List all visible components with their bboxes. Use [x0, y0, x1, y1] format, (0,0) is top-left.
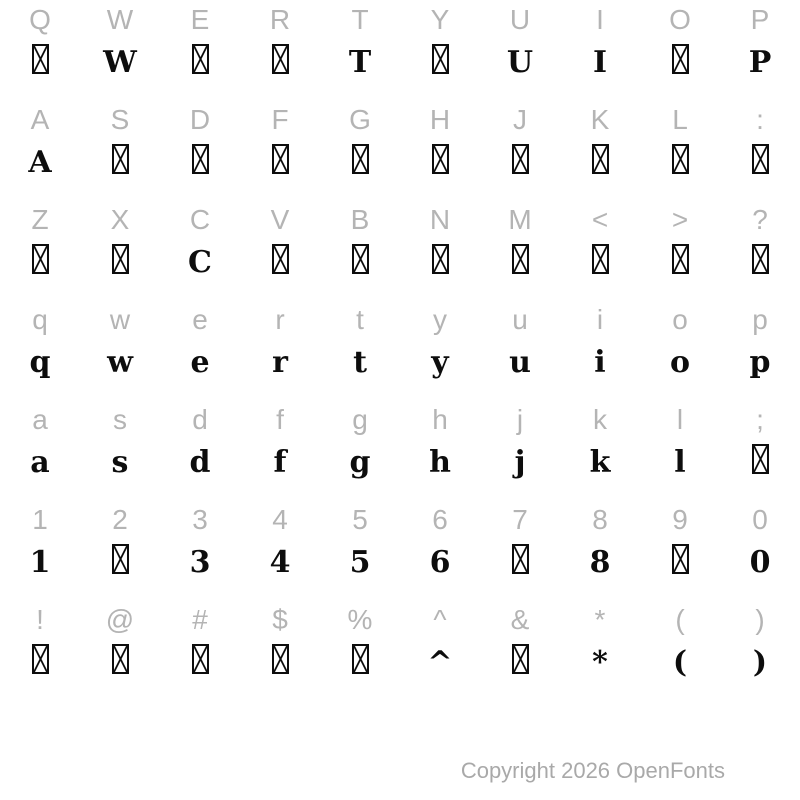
key-label: < [591, 204, 609, 235]
key-label: k [593, 404, 607, 435]
missing-glyph-box-icon [32, 44, 49, 74]
key-label: r [275, 304, 285, 335]
missing-glyph-box-icon [752, 244, 769, 274]
missing-glyph-box-icon [592, 144, 609, 174]
missing-glyph-box-icon [352, 244, 369, 274]
key-label: w [109, 304, 131, 335]
key-label: Y [430, 4, 450, 35]
missing-glyph-box-icon [752, 444, 769, 474]
character-row-pair [0, 400, 800, 500]
key-label: N [429, 204, 451, 235]
glyph-cell: W [103, 45, 137, 80]
missing-glyph-box-icon [592, 244, 609, 274]
reference-key-row [0, 500, 800, 540]
key-label: s [113, 404, 127, 435]
key-label: M [508, 204, 532, 235]
copyright-text: Copyright 2026 OpenFonts [460, 758, 725, 783]
key-label: t [356, 304, 364, 335]
missing-glyph-box-icon [192, 44, 209, 74]
glyph-cell-missing [640, 40, 720, 86]
key-label: $ [272, 604, 288, 635]
glyph-cell: C [188, 245, 212, 280]
key-label: j [516, 404, 524, 435]
glyph-cell-missing [640, 540, 720, 586]
key-label: Q [29, 4, 51, 35]
glyph-cell: 1 [29, 545, 51, 580]
missing-glyph-box-icon [272, 644, 289, 674]
key-label: 3 [192, 504, 208, 535]
key-label: P [750, 4, 770, 35]
glyph-cell: k [589, 445, 611, 480]
missing-glyph-box-icon [512, 644, 529, 674]
key-label: 4 [272, 504, 288, 535]
missing-glyph-box-icon [112, 644, 129, 674]
glyph-cell: g [349, 445, 371, 480]
missing-glyph-box-icon [272, 244, 289, 274]
glyph-cell-missing [160, 140, 240, 186]
key-label: u [512, 304, 528, 335]
glyph-cell-missing [480, 640, 560, 686]
missing-glyph-box-icon [112, 544, 129, 574]
key-label: J [513, 104, 527, 135]
font-glyph-row [0, 540, 800, 586]
glyph-cell-missing [240, 140, 320, 186]
reference-key-row [0, 300, 800, 340]
missing-glyph-box-icon [192, 644, 209, 674]
glyph-cell: 8 [589, 545, 611, 580]
missing-glyph-box-icon [432, 244, 449, 274]
key-label: S [110, 104, 130, 135]
key-label: & [510, 604, 530, 635]
glyph-cell-missing [240, 40, 320, 86]
character-row-pair [0, 200, 800, 300]
key-label: C [189, 204, 211, 235]
font-glyph-row [0, 640, 800, 686]
missing-glyph-box-icon [672, 144, 689, 174]
key-label: A [30, 104, 50, 135]
glyph-cell-missing [480, 540, 560, 586]
glyph-cell-missing [720, 440, 800, 486]
font-glyph-row [0, 40, 800, 86]
key-label: a [32, 404, 48, 435]
reference-key-row [0, 600, 800, 640]
glyph-cell-missing [560, 240, 640, 286]
key-label: W [106, 4, 134, 35]
missing-glyph-box-icon [192, 144, 209, 174]
glyph-cell-missing [480, 240, 560, 286]
key-label: H [429, 104, 451, 135]
key-label: E [190, 4, 210, 35]
glyph-cell-missing [320, 140, 400, 186]
key-label: 7 [512, 504, 528, 535]
glyph-cell-missing [720, 140, 800, 186]
missing-glyph-box-icon [672, 244, 689, 274]
glyph-cell-missing [160, 640, 240, 686]
glyph-cell-missing [80, 140, 160, 186]
key-label: O [669, 4, 691, 35]
glyph-cell-missing [720, 240, 800, 286]
glyph-cell-missing [640, 140, 720, 186]
key-label: : [756, 104, 764, 135]
glyph-cell: l [674, 445, 686, 480]
reference-key-row [0, 100, 800, 140]
reference-key-row [0, 400, 800, 440]
key-label: G [349, 104, 371, 135]
key-label: l [676, 404, 684, 435]
key-label: d [192, 404, 208, 435]
glyph-cell-missing [320, 640, 400, 686]
missing-glyph-box-icon [272, 44, 289, 74]
glyph-cell: 5 [349, 545, 371, 580]
character-row-pair [0, 0, 800, 100]
glyph-cell-missing [240, 640, 320, 686]
glyph-cell-missing [400, 240, 480, 286]
glyph-cell: I [592, 45, 608, 80]
character-row-pair [0, 500, 800, 600]
glyph-cell: f [273, 445, 287, 480]
missing-glyph-box-icon [32, 644, 49, 674]
glyph-cell-missing [640, 240, 720, 286]
key-label: p [752, 304, 768, 335]
key-label: h [432, 404, 448, 435]
glyph-cell-missing [480, 140, 560, 186]
character-row-pair [0, 100, 800, 200]
glyph-cell: u [509, 345, 531, 380]
missing-glyph-box-icon [512, 144, 529, 174]
key-label: ( [675, 604, 685, 635]
missing-glyph-box-icon [672, 544, 689, 574]
missing-glyph-box-icon [432, 144, 449, 174]
glyph-cell-missing [80, 540, 160, 586]
glyph-cell: q [29, 345, 51, 380]
key-label: 6 [432, 504, 448, 535]
key-label: ? [752, 204, 768, 235]
glyph-cell: d [189, 445, 211, 480]
missing-glyph-box-icon [432, 44, 449, 74]
glyph-cell: 3 [189, 545, 211, 580]
key-label: Z [31, 204, 49, 235]
glyph-cell: j [514, 445, 526, 480]
glyph-cell: i [594, 345, 606, 380]
glyph-cell: 0 [749, 545, 771, 580]
key-label: y [433, 304, 447, 335]
key-label: ; [756, 404, 764, 435]
missing-glyph-box-icon [112, 144, 129, 174]
key-label: f [276, 404, 284, 435]
glyph-cell-missing [0, 40, 80, 86]
key-label: D [189, 104, 211, 135]
font-glyph-row [0, 440, 800, 486]
key-label: F [271, 104, 289, 135]
glyph-cell: w [107, 345, 133, 380]
key-label: 5 [352, 504, 368, 535]
glyph-cell: o [669, 345, 690, 380]
missing-glyph-box-icon [272, 144, 289, 174]
glyph-cell: a [30, 445, 50, 480]
missing-glyph-box-icon [352, 644, 369, 674]
key-label: R [269, 4, 291, 35]
missing-glyph-box-icon [112, 244, 129, 274]
key-label: 0 [752, 504, 768, 535]
glyph-cell: t [353, 345, 367, 380]
key-label: % [347, 604, 373, 635]
missing-glyph-box-icon [752, 144, 769, 174]
key-label: e [192, 304, 208, 335]
key-label: I [596, 4, 604, 35]
glyph-cell-missing [0, 240, 80, 286]
glyph-cell-missing [560, 140, 640, 186]
missing-glyph-box-icon [672, 44, 689, 74]
glyph-cell: y [431, 345, 449, 380]
missing-glyph-box-icon [32, 244, 49, 274]
glyph-cell: 4 [269, 545, 291, 580]
glyph-cell: T [348, 45, 372, 80]
key-label: V [270, 204, 290, 235]
glyph-cell: A [28, 145, 52, 180]
key-label: U [509, 4, 531, 35]
glyph-cell-missing [80, 240, 160, 286]
glyph-cell-missing [400, 40, 480, 86]
key-label: ! [36, 604, 44, 635]
font-glyph-row [0, 340, 800, 386]
glyph-cell-missing [320, 240, 400, 286]
key-label: K [590, 104, 610, 135]
missing-glyph-box-icon [512, 244, 529, 274]
key-label: @ [105, 604, 135, 635]
key-label: > [671, 204, 689, 235]
glyph-cell: r [272, 345, 288, 380]
key-label: o [672, 304, 688, 335]
reference-key-row [0, 0, 800, 40]
glyph-cell-missing [240, 240, 320, 286]
glyph-cell: s [111, 445, 129, 480]
key-label: ^ [433, 604, 447, 635]
key-label: g [352, 404, 368, 435]
font-glyph-row [0, 140, 800, 186]
missing-glyph-box-icon [512, 544, 529, 574]
glyph-cell: e [190, 345, 210, 380]
reference-key-row [0, 200, 800, 240]
character-row-pair [0, 300, 800, 400]
glyph-cell: p [749, 345, 771, 380]
key-label: 2 [112, 504, 128, 535]
glyph-cell: ^ [427, 645, 453, 680]
key-label: 1 [32, 504, 48, 535]
glyph-cell: ) [752, 645, 768, 680]
glyph-cell-missing [400, 140, 480, 186]
key-label: 8 [592, 504, 608, 535]
key-label: T [351, 4, 369, 35]
missing-glyph-box-icon [352, 144, 369, 174]
key-label: i [596, 304, 604, 335]
glyph-cell-missing [80, 640, 160, 686]
key-label: B [350, 204, 370, 235]
key-label: * [594, 604, 606, 635]
character-row-pair [0, 600, 800, 700]
key-label: L [672, 104, 688, 135]
font-glyph-row [0, 240, 800, 286]
key-label: q [32, 304, 48, 335]
key-label: X [110, 204, 130, 235]
key-label: ) [755, 604, 765, 635]
glyph-cell: P [748, 45, 772, 80]
glyph-cell: ( [672, 645, 688, 680]
glyph-cell: h [429, 445, 451, 480]
glyph-cell: 6 [429, 545, 451, 580]
key-label: 9 [672, 504, 688, 535]
glyph-cell: * [592, 645, 608, 680]
glyph-cell-missing [160, 40, 240, 86]
glyph-cell-missing [0, 640, 80, 686]
glyph-cell: U [506, 45, 534, 80]
key-label: # [192, 604, 208, 635]
